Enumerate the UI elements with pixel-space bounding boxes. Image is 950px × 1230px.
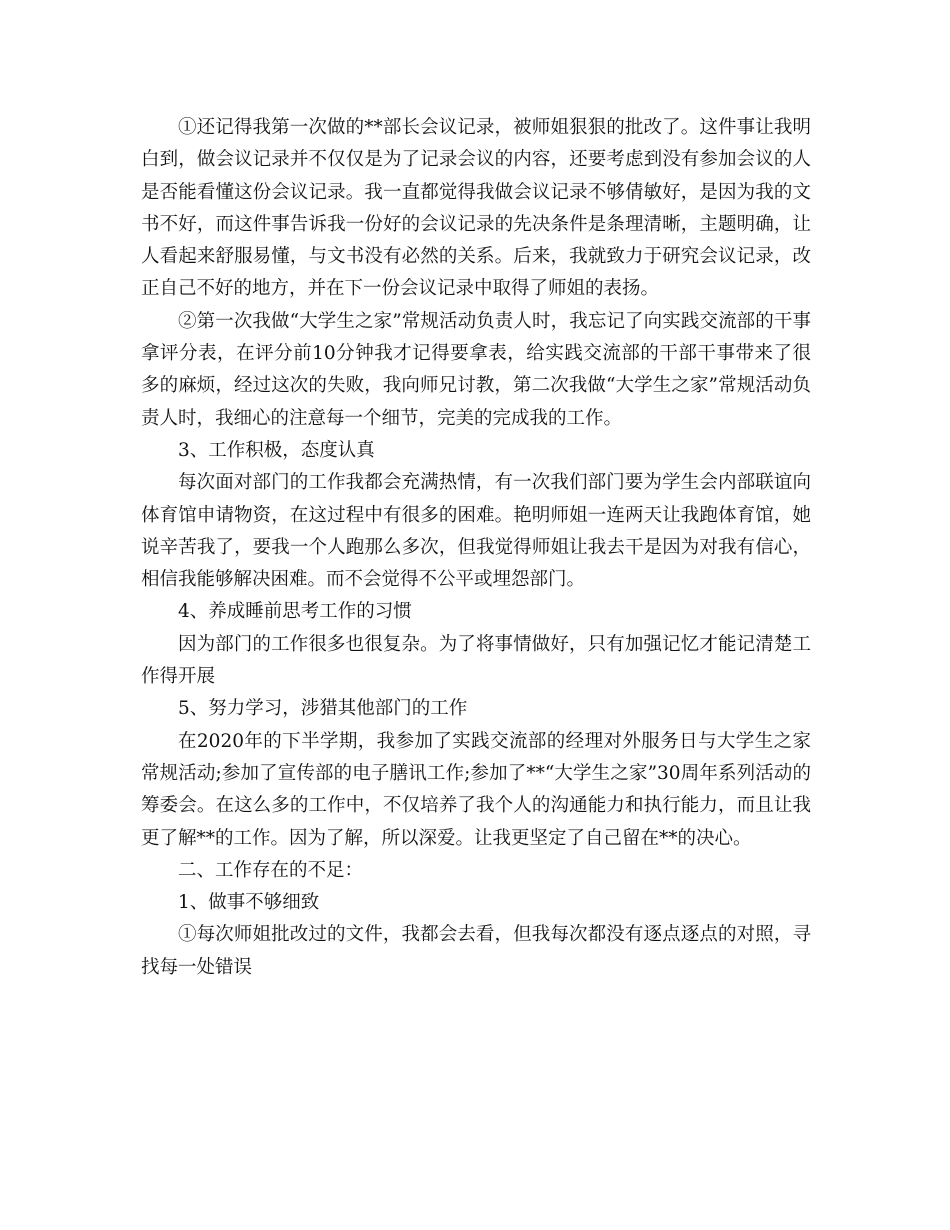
heading-study-other-departments: 5、努力学习，涉猎其他部门的工作	[178, 698, 468, 720]
paragraph-meeting-minutes: ①还记得我第一次做的**部长会议记录，被师姐狠狠的批改了。这件事让我明白到，做会议记录并不仅仅是为了记录会议的内容，还要考虑到没有参加会议的人是否能看懂这份会议记录。我一直都觉得我做会议记录不够倩敏好，是因为我的文书不好，而这件事告诉我一份好的会议记录的先决条件是条理清晰，主题明确，让人看起来舒服易懂，与文书没有必然的关系。后来，我就致力于研究会议记录，改正自己不好的地方，并在下一份会议记录中取得了师姐的表扬。	[141, 117, 811, 300]
paragraph-activity-leader: ②第一次我做“大学生之家”常规活动负责人时，我忘记了向实践交流部的干事拿评分表，在评分前10分钟我才记得要拿表，给实践交流部的干部干事带来了很多的麻烦，经过这次的失败，我向师兄讨教，第二次我做“大学生之家”常规活动负责人时，我细心的注意每一个细节，完美的完成我的工作。	[141, 310, 811, 429]
heading-not-careful: 1、做事不够细致	[178, 892, 320, 914]
paragraph-thinking-habit: 因为部门的工作很多也很复杂。为了将事情做好，只有加强记忆才能记清楚工作得开展	[141, 633, 811, 688]
heading-shortcomings: 二、工作存在的不足：	[178, 859, 364, 881]
paragraph-work-attitude: 每次面对部门的工作我都会充满热情，有一次我们部门要为学生会内部联谊向体育馆申请物资，在这过程中有很多的困难。艳明师姐一连两天让我跑体育馆，她说辛苦我了，要我一个人跑那么多次，但我觉得师姐让我去干是因为对我有信心，相信我能够解决困难。而不会觉得不公平或埋怨部门。	[141, 472, 811, 591]
paragraph-study-other-departments: 在2020年的下半学期，我参加了实践交流部的经理对外服务日与大学生之家常规活动;参加了宣传部的电子膳讯工作;参加了**“大学生之家”30周年系列活动的筹委会。在这么多的工作中，不仅培养了我个人的沟通能力和执行能力，而且让我更了解**的工作。因为了解，所以深爱。让我更坚定了自己留在**的决心。	[141, 730, 811, 849]
heading-thinking-habit: 4、养成睡前思考工作的习惯	[178, 601, 412, 623]
document-body	[141, 112, 811, 984]
heading-work-attitude: 3、工作积极，态度认真	[178, 439, 375, 461]
paragraph-not-careful: ①每次师姐批改过的文件，我都会去看，但我每次都没有逐点逐点的对照，寻找每一处错误	[141, 924, 811, 978]
